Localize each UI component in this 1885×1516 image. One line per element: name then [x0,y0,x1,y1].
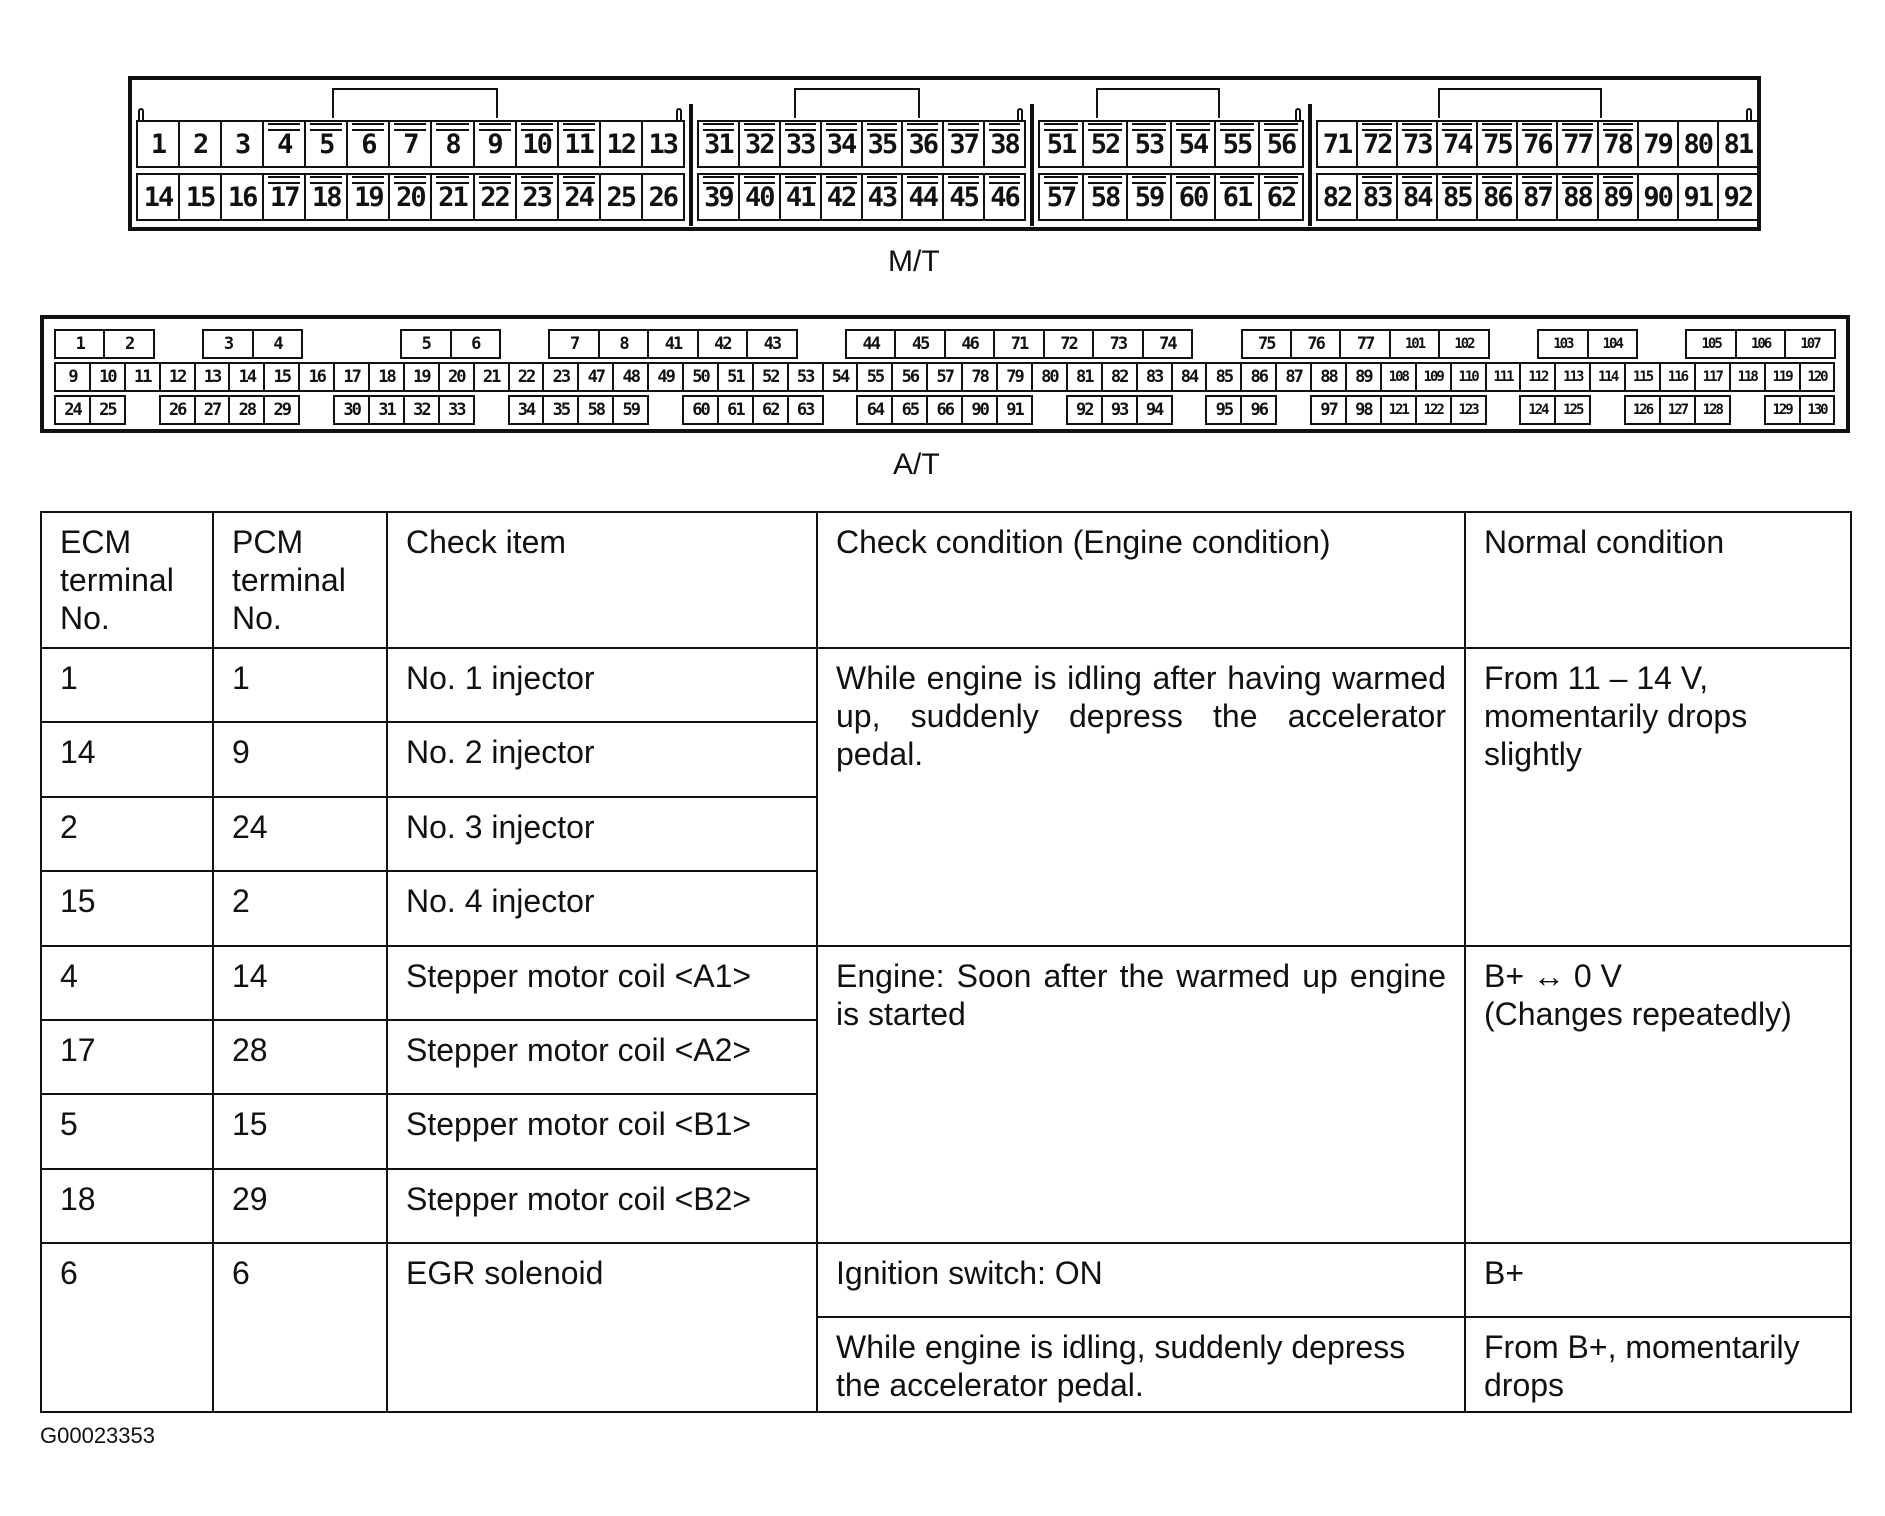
connector-pin: 34 [820,120,863,168]
connector-pin: 91 [1677,173,1719,221]
connector-pin: 59 [612,395,649,425]
connector-pin-gap [153,329,202,359]
connector-pin: 63 [787,395,824,425]
connector-pin-gap [1191,329,1240,359]
pcm-terminal-cell: 24 [213,797,387,871]
connector-pin: 29 [263,395,300,425]
ecm-terminal-cell: 4 [41,946,213,1020]
connector-pin: 117 [1694,362,1731,392]
connector-pin: 74 [1436,120,1478,168]
mt-pin-row [1038,120,1304,168]
connector-pin: 43 [746,329,797,359]
normal-condition-cell: B+ ↔ 0 V (Changes repeatedly) [1465,946,1851,1244]
connector-pin: 128 [1694,395,1731,425]
mt-pin-row [1316,120,1759,168]
connector-pin: 15 [263,362,300,392]
mt-pin-group [1038,120,1304,223]
connector-pin: 45 [942,173,985,221]
connector-pin: 26 [159,395,196,425]
connector-pin: 47 [577,362,614,392]
connector-pin: 71 [1316,120,1358,168]
connector-pin: 89 [1597,173,1639,221]
header-normal-condition: Normal condition [1465,512,1851,648]
mt-pin-group [136,120,685,223]
connector-pin: 33 [438,395,475,425]
connector-pin: 115 [1624,362,1661,392]
connector-pin: 81 [1066,362,1103,392]
connector-key-notch [332,88,498,118]
connector-pin-gap [124,395,159,425]
ecm-terminal-cell: 17 [41,1020,213,1094]
connector-key-notch [1096,88,1220,118]
connector-pin: 130 [1799,395,1836,425]
check-item-cell: Stepper motor coil <A1> [387,946,817,1020]
check-item-cell: EGR solenoid [387,1243,817,1412]
table-row [41,1243,1851,1317]
connector-pin: 96 [1240,395,1277,425]
mt-pin-row [697,120,1026,168]
connector-pin: 61 [717,395,754,425]
at-connector-label: A/T [893,448,940,481]
connector-pin: 27 [194,395,231,425]
connector-pin: 46 [944,329,995,359]
connector-pin: 41 [779,173,822,221]
connector-pin: 53 [1126,120,1172,168]
connector-pin: 42 [697,329,748,359]
connector-pin: 12 [159,362,196,392]
connector-pin: 126 [1624,395,1661,425]
connector-pin: 14 [136,173,180,221]
connector-pin: 122 [1415,395,1452,425]
table-header-row [41,512,1851,648]
pcm-terminal-cell: 14 [213,946,387,1020]
at-pin-row [54,395,1836,425]
connector-pin: 31 [697,120,740,168]
connector-pin: 54 [1170,120,1216,168]
connector-pin: 36 [901,120,944,168]
connector-pin-gap [1729,395,1764,425]
connector-pin: 87 [1275,362,1312,392]
connector-pin: 92 [1717,173,1759,221]
connector-pin: 1 [54,329,105,359]
connector-pin: 81 [1717,120,1759,168]
connector-pin: 78 [1597,120,1639,168]
connector-pin: 55 [856,362,893,392]
connector-pin: 80 [1677,120,1719,168]
connector-pin: 108 [1380,362,1417,392]
connector-pin-gap [1488,329,1537,359]
connector-pin: 91 [996,395,1033,425]
check-item-cell: No. 3 injector [387,797,817,871]
connector-pin: 51 [717,362,754,392]
connector-pin: 19 [346,173,390,221]
connector-pin: 73 [1092,329,1143,359]
connector-pin: 10 [515,120,559,168]
connector-pin: 3 [220,120,264,168]
header-check-item: Check item [387,512,817,648]
connector-pin: 44 [901,173,944,221]
connector-pin: 101 [1389,329,1440,359]
check-item-cell: Stepper motor coil <B2> [387,1169,817,1243]
connector-pin-gap [351,329,400,359]
connector-pin: 28 [228,395,265,425]
connector-pin: 17 [333,362,370,392]
connector-pin: 77 [1339,329,1390,359]
connector-pin: 61 [1214,173,1260,221]
check-condition-cell: While engine is idling after having warmed up, suddenly depress the accelerator pedal. [817,648,1465,946]
connector-key-notch [794,88,920,118]
ecm-terminal-cell: 5 [41,1094,213,1168]
connector-pin: 83 [1356,173,1398,221]
connector-pin: 84 [1396,173,1438,221]
connector-pin: 113 [1554,362,1591,392]
connector-pin: 77 [1556,120,1598,168]
connector-pin: 65 [891,395,928,425]
connector-pin: 17 [262,173,306,221]
mt-pin-row [136,173,685,221]
connector-pin-gap [1031,395,1066,425]
at-connector-diagram [40,315,1850,433]
connector-pin: 20 [438,362,475,392]
pcm-terminal-cell: 9 [213,722,387,796]
connector-pin: 86 [1240,362,1277,392]
connector-pin: 93 [1101,395,1138,425]
connector-group-divider [1030,104,1034,226]
connector-pin: 60 [1170,173,1216,221]
table-row [41,946,1851,1020]
ecm-terminal-cell: 6 [41,1243,213,1412]
mt-connector-label: M/T [888,245,940,278]
connector-pin: 102 [1438,329,1489,359]
ecm-terminal-cell: 1 [41,648,213,722]
check-item-cell: No. 2 injector [387,722,817,796]
terminal-check-table [40,511,1852,1413]
connector-pin: 6 [450,329,501,359]
check-condition-cell: Engine: Soon after the warmed up engine is started [817,946,1465,1244]
connector-pin: 25 [89,395,126,425]
connector-pin: 4 [252,329,303,359]
connector-pin: 55 [1214,120,1260,168]
connector-pin: 51 [1038,120,1084,168]
connector-pin: 23 [515,173,559,221]
connector-pin: 12 [599,120,643,168]
connector-pin: 35 [861,120,904,168]
connector-pin: 2 [103,329,154,359]
connector-pin: 73 [1396,120,1438,168]
connector-pin: 66 [926,395,963,425]
connector-pin: 59 [1126,173,1172,221]
connector-pin: 127 [1659,395,1696,425]
connector-pin: 3 [202,329,253,359]
normal-condition-cell: From 11 – 14 V, momentarily drops slightly [1465,648,1851,946]
connector-pin: 85 [1205,362,1242,392]
connector-pin: 58 [1082,173,1128,221]
connector-pin: 76 [1516,120,1558,168]
check-condition-cell: While engine is idling, suddenly depress the accelerator pedal. [817,1317,1465,1412]
connector-pin: 24 [54,395,91,425]
connector-pin: 41 [647,329,698,359]
connector-pin: 94 [1136,395,1173,425]
mt-connector-diagram [128,76,1761,231]
check-item-cell: Stepper motor coil <B1> [387,1094,817,1168]
connector-key-notch [1438,88,1602,118]
connector-pin: 90 [961,395,998,425]
connector-pin: 1 [136,120,180,168]
connector-pin: 32 [738,120,781,168]
connector-pin: 19 [403,362,440,392]
connector-pin: 112 [1519,362,1556,392]
connector-pin: 39 [697,173,740,221]
connector-pin-gap [647,395,682,425]
at-pin-row [54,329,1836,359]
connector-pin: 75 [1241,329,1292,359]
pcm-terminal-cell: 1 [213,648,387,722]
connector-pin: 7 [388,120,432,168]
connector-pin: 124 [1519,395,1556,425]
connector-pin: 76 [1290,329,1341,359]
connector-pin: 62 [752,395,789,425]
connector-pin: 109 [1415,362,1452,392]
connector-pin: 86 [1476,173,1518,221]
connector-pin: 60 [682,395,719,425]
connector-pin: 92 [1066,395,1103,425]
connector-pin: 33 [779,120,822,168]
connector-pin: 56 [1258,120,1304,168]
figure-code: G00023353 [40,1423,155,1448]
connector-pin: 62 [1258,173,1304,221]
connector-pin: 78 [961,362,998,392]
mt-pin-row [1316,173,1759,221]
connector-pin: 123 [1450,395,1487,425]
connector-pin: 7 [548,329,599,359]
connector-pin: 37 [942,120,985,168]
connector-pin-gap [473,395,508,425]
connector-pin: 125 [1554,395,1591,425]
connector-pin: 14 [228,362,265,392]
pcm-terminal-cell: 29 [213,1169,387,1243]
connector-pin: 11 [557,120,601,168]
connector-pin: 30 [333,395,370,425]
connector-pin: 49 [647,362,684,392]
connector-pin: 56 [891,362,928,392]
connector-pin: 119 [1764,362,1801,392]
connector-pin: 82 [1101,362,1138,392]
mt-pin-group [1316,120,1759,223]
connector-pin: 38 [983,120,1026,168]
connector-pin: 72 [1356,120,1398,168]
connector-pin: 88 [1310,362,1347,392]
connector-pin: 97 [1310,395,1347,425]
connector-pin: 84 [1171,362,1208,392]
connector-pin: 58 [577,395,614,425]
connector-pin: 120 [1799,362,1836,392]
connector-pin: 42 [820,173,863,221]
ecm-terminal-cell: 2 [41,797,213,871]
connector-pin: 44 [845,329,896,359]
connector-pin: 52 [752,362,789,392]
connector-pin-gap [298,395,333,425]
connector-pin: 71 [993,329,1044,359]
connector-pin: 83 [1136,362,1173,392]
connector-pin: 9 [54,362,91,392]
connector-pin: 110 [1450,362,1487,392]
mt-pin-group [697,120,1026,223]
connector-pin: 64 [856,395,893,425]
connector-pin-gap [1485,395,1520,425]
connector-pin: 114 [1589,362,1626,392]
check-item-cell: Stepper motor coil <A2> [387,1020,817,1094]
connector-pin: 2 [178,120,222,168]
connector-pin: 82 [1316,173,1358,221]
connector-pin: 89 [1345,362,1382,392]
connector-pin: 116 [1659,362,1696,392]
header-check-condition: Check condition (Engine condition) [817,512,1465,648]
connector-pin: 8 [598,329,649,359]
connector-pin: 75 [1476,120,1518,168]
connector-pin: 103 [1537,329,1588,359]
connector-pin: 22 [473,173,517,221]
connector-pin: 32 [403,395,440,425]
mt-pin-row [136,120,685,168]
connector-pin: 111 [1485,362,1522,392]
connector-pin: 15 [178,173,222,221]
connector-pin: 88 [1556,173,1598,221]
connector-pin: 13 [641,120,685,168]
connector-group-divider [1308,104,1312,226]
connector-pin-gap [499,329,548,359]
connector-pin: 16 [220,173,264,221]
connector-pin: 18 [368,362,405,392]
connector-pin: 85 [1436,173,1478,221]
connector-pin: 23 [542,362,579,392]
mt-pin-row [1038,173,1304,221]
connector-pin: 107 [1784,329,1835,359]
connector-pin: 45 [894,329,945,359]
connector-pin-gap [1636,329,1685,359]
connector-pin: 106 [1735,329,1786,359]
table-row [41,648,1851,722]
ecm-terminal-cell: 15 [41,871,213,945]
connector-pin: 48 [612,362,649,392]
connector-pin: 22 [508,362,545,392]
connector-pin: 57 [1038,173,1084,221]
connector-pin: 50 [682,362,719,392]
connector-pin-gap [1275,395,1310,425]
connector-pin: 21 [473,362,510,392]
normal-condition-cell: From B+, momentarily drops [1465,1317,1851,1412]
connector-pin-gap [796,329,845,359]
pcm-terminal-cell: 28 [213,1020,387,1094]
header-pcm-terminal: PCM terminal No. [213,512,387,648]
check-item-cell: No. 4 injector [387,871,817,945]
connector-pin-gap [1171,395,1206,425]
connector-pin: 105 [1685,329,1736,359]
connector-pin: 13 [194,362,231,392]
connector-pin: 121 [1380,395,1417,425]
connector-pin: 118 [1729,362,1766,392]
connector-pin: 31 [368,395,405,425]
pcm-terminal-cell: 2 [213,871,387,945]
connector-pin: 34 [508,395,545,425]
pcm-terminal-cell: 6 [213,1243,387,1412]
connector-pin: 74 [1142,329,1193,359]
ecm-terminal-cell: 18 [41,1169,213,1243]
connector-pin: 10 [89,362,126,392]
mt-pin-row [697,173,1026,221]
connector-pin: 104 [1587,329,1638,359]
at-pin-rows [54,329,1836,428]
connector-pin-gap [301,329,350,359]
at-pin-row [54,362,1836,392]
connector-pin: 4 [262,120,306,168]
connector-pin: 87 [1516,173,1558,221]
connector-pin: 21 [430,173,474,221]
check-condition-cell: Ignition switch: ON [817,1243,1465,1317]
ecm-terminal-cell: 14 [41,722,213,796]
connector-pin: 24 [557,173,601,221]
normal-condition-cell: B+ [1465,1243,1851,1317]
connector-pin: 40 [738,173,781,221]
connector-pin: 5 [304,120,348,168]
connector-pin: 72 [1043,329,1094,359]
connector-pin: 8 [430,120,474,168]
connector-pin: 43 [861,173,904,221]
connector-pin: 11 [124,362,161,392]
connector-pin: 5 [400,329,451,359]
connector-pin: 95 [1205,395,1242,425]
connector-pin: 90 [1637,173,1679,221]
check-item-cell: No. 1 injector [387,648,817,722]
connector-pin: 54 [822,362,859,392]
connector-pin: 18 [304,173,348,221]
connector-pin: 79 [1637,120,1679,168]
connector-pin: 98 [1345,395,1382,425]
connector-pin: 20 [388,173,432,221]
connector-pin: 6 [346,120,390,168]
connector-pin: 52 [1082,120,1128,168]
connector-pin-gap [822,395,857,425]
connector-pin: 25 [599,173,643,221]
connector-pin: 79 [996,362,1033,392]
connector-pin: 53 [787,362,824,392]
header-ecm-terminal: ECM terminal No. [41,512,213,648]
pcm-terminal-cell: 15 [213,1094,387,1168]
connector-pin: 129 [1764,395,1801,425]
connector-group-divider [689,104,693,226]
connector-pin-gap [1589,395,1624,425]
connector-pin: 9 [473,120,517,168]
connector-pin: 26 [641,173,685,221]
connector-pin: 80 [1031,362,1068,392]
connector-pin: 57 [926,362,963,392]
connector-pin: 35 [542,395,579,425]
connector-pin: 46 [983,173,1026,221]
connector-pin: 16 [298,362,335,392]
